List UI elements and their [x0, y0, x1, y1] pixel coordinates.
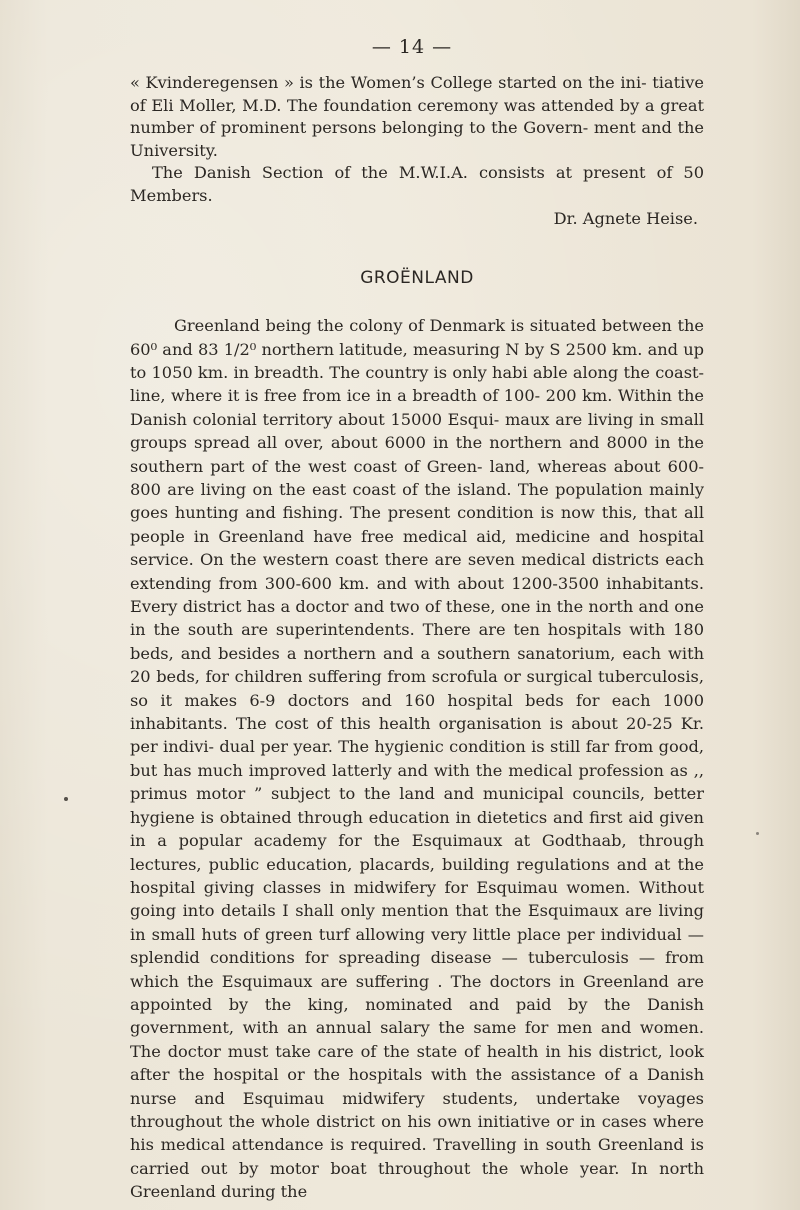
- page-number: — 14 —: [371, 36, 453, 58]
- intro-paragraph-members: The Danish Section of the M.W.I.A. consists at present of 50 Members.: [130, 163, 704, 205]
- body-paragraph-greenland: Greenland being the colony of Denmark is situated between the 60⁰ and 83 1/2⁰ northern latitude, measuring N by S 2500 km. and up to 1050 km. in breadth. The country is only habi able along the coast-line, where it is free from ice in a breadth of 100- 200 km. Within the Danish colonial territory about 15000 Esqui- maux are living in small groups spread all over, about 6000 in the northern and 8000 in the southern part of the west coast of Green- land, whereas about 600-800 are living on the east coast of the island. The population mainly goes hunting and fishing. The present condition is now this, that all people in Greenland have free medical aid, medicine and hospital service. On the western coast there are seven medical districts each extending from 300-600 km. and with about 1200-3500 inhabitants. Every district has a doctor and two of these, one in the north and one in the south are superintendents. There are ten hospitals with 180 beds, and besides a northern and a southern sanatorium, each with 20 beds, for children suffering from scrofula or surgical tuberculosis, so it makes 6-9 doctors and 160 hospital beds for each 1000 inhabitants. The cost of this health organisation is about 20-25 Kr. per indivi- dual per year. The hygienic condition is still far from good, but has much improved latterly and with the medical profession as ,, primus motor ” subject to the land and municipal councils, better hygiene is obtained through education in dietetics and first aid given in a popular academy for the Esquimaux at Godthaab, through lectures, public education, placards, building regulations and at the hospital giving classes in midwifery for Esquimau women. Without going into details I shall only mention that the Esquimaux are living in small huts of green turf allowing very little place per individual — splendid conditions for spreading disease — tuberculosis — from which the Esquimaux are suffering . The doctors in Greenland are appointed by the king, nominated and paid by the Danish government, with an annual salary the same for men and women. The doctor must take care of the state of health in his district, look after the hospital or the hospitals with the assistance of a Danish nurse and Esquimau midwifery students, undertake voyages throughout the whole district on his own initiative or in cases where his medical attendance is required. Travelling in south Greenland is carried out by motor boat throughout the whole year. In north Greenland during the: [130, 316, 704, 1202]
- author-signature: Dr. Agnete Heise.: [553, 208, 698, 228]
- section-title: GROËNLAND: [360, 268, 474, 289]
- intro-paragraph-college: « Kvinderegensen » is the Women’s College started on the ini- tiative of Eli Moller, M.D. The foundation ceremony was attended by a great number of prominent persons belonging to the Govern- ment and the University.: [130, 73, 704, 160]
- margin-dot-right: [756, 832, 759, 835]
- margin-dot-left: [64, 797, 68, 801]
